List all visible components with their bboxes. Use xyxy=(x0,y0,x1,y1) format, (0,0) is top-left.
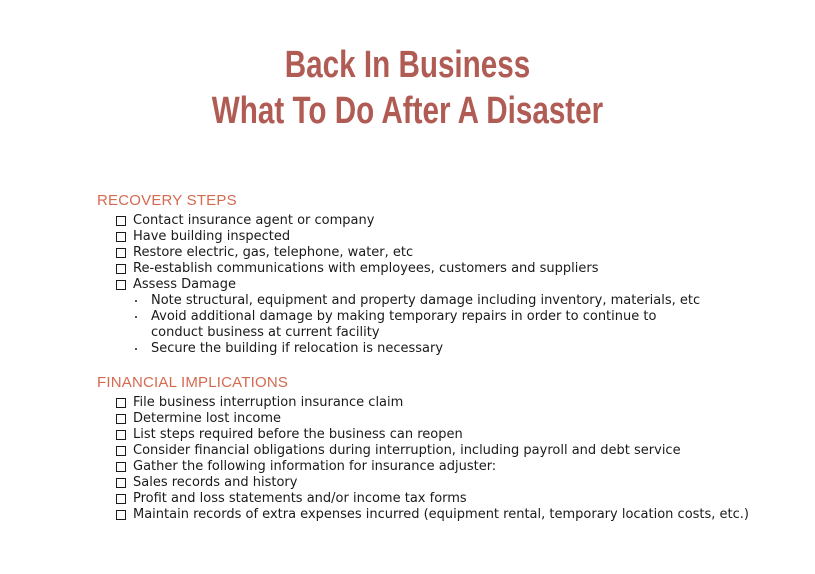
checkbox[interactable] xyxy=(116,430,126,440)
recovery-steps-heading: RECOVERY STEPS xyxy=(97,192,237,209)
checklist-item-label: Maintain records of extra expenses incurred (equipment rental, temporary location costs, etc.) xyxy=(133,507,750,522)
checkbox[interactable] xyxy=(116,478,126,488)
bullet-item xyxy=(135,309,700,341)
bullet-item xyxy=(135,341,700,357)
bullet-icon xyxy=(135,300,137,302)
assess-damage-bullets xyxy=(97,293,700,357)
checkbox[interactable] xyxy=(116,510,126,520)
checkbox[interactable] xyxy=(116,398,126,408)
financial-implications-section xyxy=(97,374,749,523)
checklist-item-label: Re-establish communications with employees, customers and suppliers xyxy=(133,261,599,276)
checklist-item xyxy=(116,491,749,507)
checklist-item xyxy=(116,277,700,293)
checklist-item xyxy=(116,427,749,443)
checklist-item xyxy=(116,507,749,523)
checklist-item-label: Contact insurance agent or company xyxy=(133,213,375,228)
checklist-item-label: Determine lost income xyxy=(133,411,282,426)
checklist-item xyxy=(116,229,700,245)
checklist-item-label: List steps required before the business can reopen xyxy=(133,427,463,442)
checkbox[interactable] xyxy=(116,248,126,258)
checklist-item xyxy=(116,395,749,411)
checklist-item-label: Consider financial obligations during interruption, including payroll and debt service xyxy=(133,443,681,458)
bullet-item xyxy=(135,293,700,309)
checklist-item-label: Gather the following information for insurance adjuster: xyxy=(133,459,497,474)
recovery-steps-section xyxy=(97,192,700,357)
bullet-icon xyxy=(135,316,137,318)
bullet-item-label: Secure the building if relocation is necessary xyxy=(151,341,444,356)
checklist-item xyxy=(116,261,700,277)
checklist-item-label: File business interruption insurance claim xyxy=(133,395,404,410)
checkbox[interactable] xyxy=(116,280,126,290)
checklist-item-label: Profit and loss statements and/or income tax forms xyxy=(133,491,467,506)
checkbox[interactable] xyxy=(116,462,126,472)
title-line-1: Back In Business xyxy=(284,44,531,86)
recovery-checklist xyxy=(97,213,700,293)
checklist-item-label: Have building inspected xyxy=(133,229,291,244)
checklist-item xyxy=(116,459,749,475)
checkbox[interactable] xyxy=(116,216,126,226)
title-line-2: What To Do After A Disaster xyxy=(211,90,604,132)
financial-checklist xyxy=(97,395,749,523)
checklist-item xyxy=(116,443,749,459)
checkbox[interactable] xyxy=(116,264,126,274)
checkbox[interactable] xyxy=(116,446,126,456)
checkbox[interactable] xyxy=(116,494,126,504)
bullet-item-label: Avoid additional damage by making temporary repairs in order to continue to conduct business at current facility xyxy=(151,309,657,340)
financial-implications-heading: FINANCIAL IMPLICATIONS xyxy=(97,374,289,391)
checklist-item-label: Assess Damage xyxy=(133,277,236,292)
checkbox[interactable] xyxy=(116,232,126,242)
checklist-item xyxy=(116,213,700,229)
checklist-item xyxy=(116,475,749,491)
bullet-icon xyxy=(135,348,137,350)
checklist-item xyxy=(116,245,700,261)
checklist-item-label: Restore electric, gas, telephone, water, etc xyxy=(133,245,414,260)
checkbox[interactable] xyxy=(116,414,126,424)
checklist-item-label: Sales records and history xyxy=(133,475,298,490)
page-title xyxy=(0,42,815,134)
checklist-item xyxy=(116,411,749,427)
bullet-item-label: Note structural, equipment and property damage including inventory, materials, etc xyxy=(151,293,701,308)
